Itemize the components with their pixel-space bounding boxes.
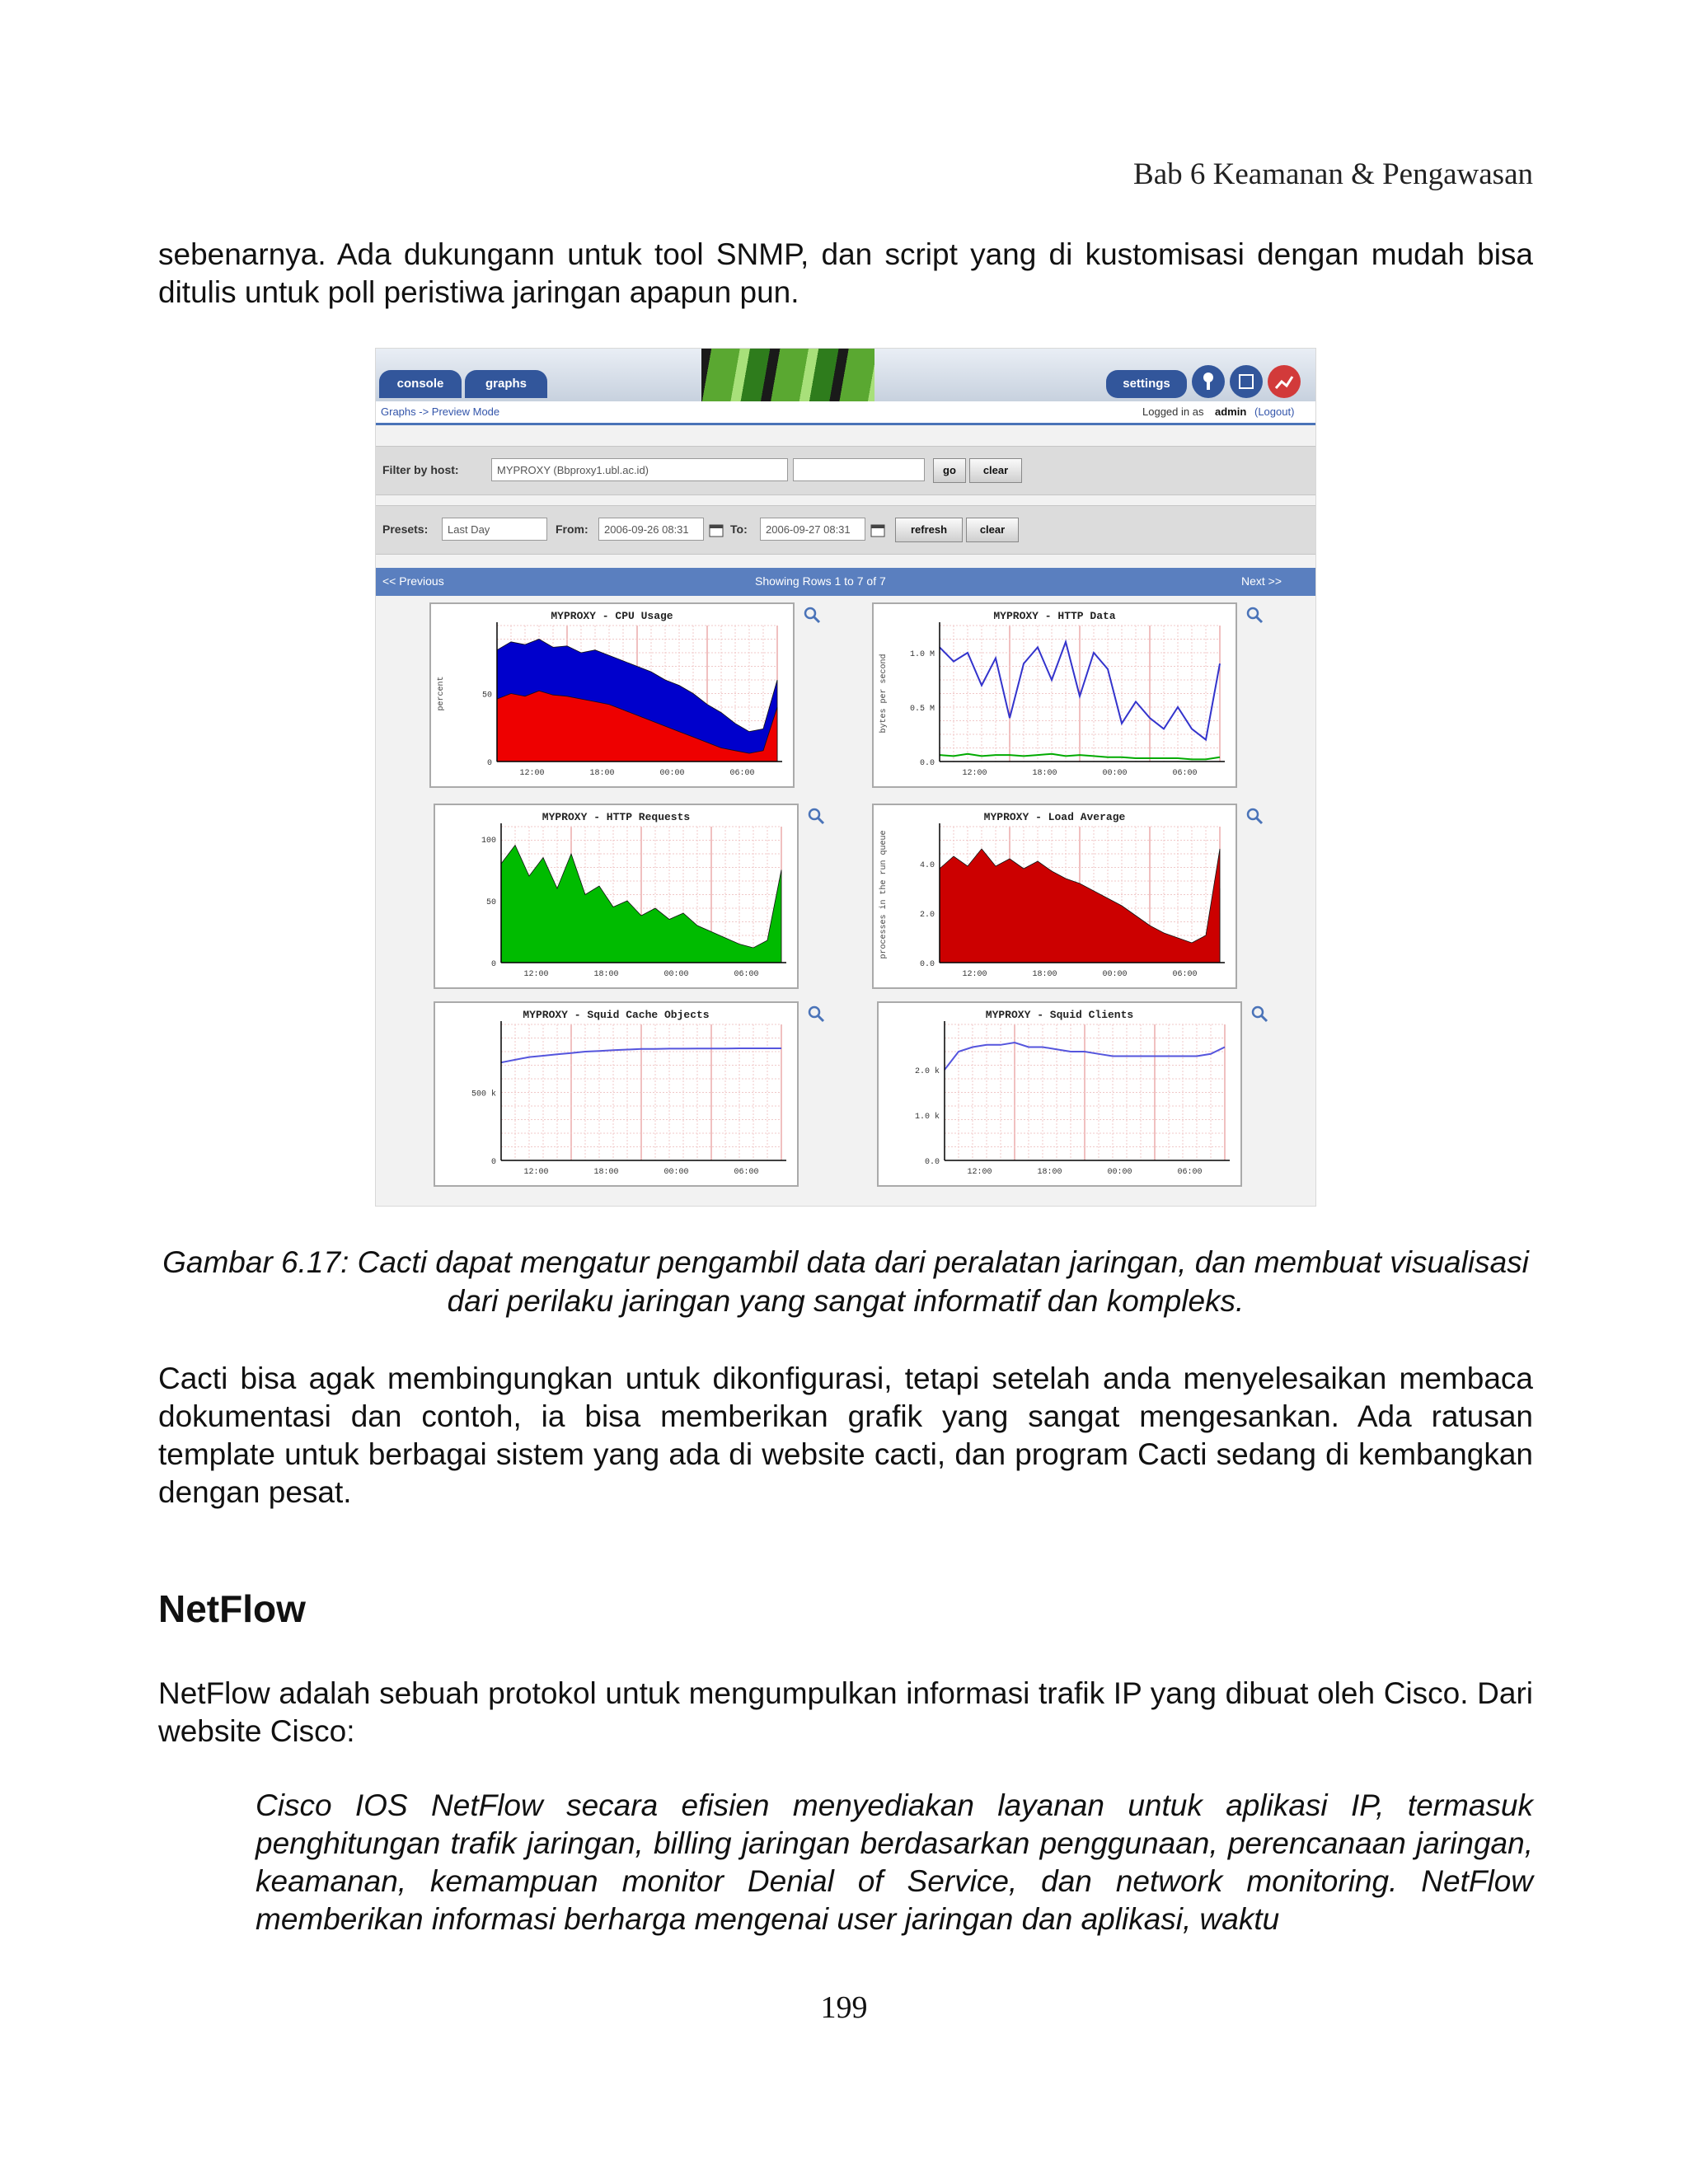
clear-host-button[interactable]: clear — [969, 458, 1022, 483]
login-user: admin — [1215, 405, 1247, 418]
y-tick-label: 0 — [486, 759, 492, 768]
graph-panel[interactable] — [434, 1001, 799, 1187]
y-tick-label: 0.0 — [924, 1158, 940, 1167]
zoom-graph-icon[interactable] — [807, 807, 825, 825]
y-tick-label: 100 — [481, 837, 496, 846]
refresh-button[interactable]: refresh — [895, 518, 963, 542]
figure-caption: Gambar 6.17: Cacti dapat mengatur pengambil data dari peralatan jaringan, dan membuat visualisasi dari perilaku jaringan yang sangat informatif dan kompleks. — [162, 1245, 1529, 1318]
graph-title: MYPROXY - HTTP Data — [993, 610, 1116, 622]
rows-showing-text: Showing Rows 1 to 7 of 7 — [755, 574, 886, 588]
host-search-input[interactable] — [793, 458, 925, 481]
graph-ylabel: bytes per second — [879, 654, 889, 733]
graph-ylabel: percent — [437, 676, 446, 711]
y-tick-label: 2.0 — [919, 911, 935, 920]
host-filter-row — [376, 446, 1315, 495]
to-date-input[interactable]: 2006-09-27 08:31 — [760, 518, 865, 541]
x-tick-label: 18:00 — [1037, 1168, 1062, 1177]
graph-panel[interactable] — [872, 602, 1237, 788]
graph-svg — [874, 805, 1236, 987]
graph-svg — [879, 1003, 1240, 1185]
graph-ylabel: processes in the run queue — [879, 830, 889, 959]
x-tick-label: 12:00 — [523, 970, 549, 979]
preview-view-icon[interactable] — [1268, 365, 1301, 398]
x-tick-label: 00:00 — [659, 769, 685, 778]
logout-link[interactable]: (Logout) — [1254, 405, 1295, 418]
x-tick-label: 00:00 — [1102, 970, 1128, 979]
zoom-graph-icon[interactable] — [803, 606, 821, 624]
x-tick-label: 12:00 — [519, 769, 545, 778]
graph-svg — [431, 604, 793, 786]
netflow-paragraph: NetFlow adalah sebuah protokol untuk mengumpulkan informasi trafik IP yang dibuat oleh Cisco. Dari website Cisco: — [158, 1676, 1533, 1748]
graph-panel[interactable] — [877, 1001, 1242, 1187]
breadcrumb-path[interactable]: Graphs -> Preview Mode — [381, 405, 500, 418]
y-tick-label: 0.5 M — [909, 705, 935, 714]
graph-svg — [435, 1003, 797, 1185]
graph-title: MYPROXY - Squid Clients — [985, 1009, 1134, 1021]
graph-svg — [435, 805, 797, 987]
y-tick-label: 0.0 — [919, 759, 935, 768]
x-tick-label: 00:00 — [1102, 769, 1128, 778]
graph-panel[interactable] — [429, 602, 795, 788]
zoom-graph-icon[interactable] — [807, 1005, 825, 1023]
y-tick-label: 500 k — [471, 1090, 496, 1099]
to-label: To: — [730, 523, 748, 536]
x-tick-label: 06:00 — [734, 1168, 759, 1177]
intro-paragraph: sebenarnya. Ada dukungann untuk tool SNMP, dan script yang di kustomisasi dengan mudah bisa ditulis untuk poll peristiwa jaringan apapun pun. — [158, 237, 1533, 309]
y-tick-label: 1.0 k — [914, 1113, 940, 1122]
from-date-input[interactable]: 2006-09-26 08:31 — [598, 518, 704, 541]
x-tick-label: 12:00 — [523, 1168, 549, 1177]
y-tick-label: 4.0 — [919, 861, 935, 870]
y-tick-label: 0 — [490, 1158, 496, 1167]
cacti-paragraph: Cacti bisa agak membingungkan untuk dikonfigurasi, tetapi setelah anda menyelesaikan membaca dokumentasi dan contoh, ia bisa memberikan grafik yang sangat mengesankan. Ada ratusan template untuk berbagai sistem yang ada di website cacti, dan program Cacti sedang di kembangkan dengan pesat. — [158, 1361, 1533, 1509]
graph-grid — [501, 1024, 781, 1160]
tree-view-icon[interactable] — [1192, 365, 1225, 398]
x-tick-label: 06:00 — [1172, 970, 1198, 979]
y-tick-label: 50 — [485, 898, 496, 907]
running-header: Bab 6 Keamanan & Pengawasan — [1133, 157, 1533, 191]
preset-select[interactable]: Last Day — [442, 518, 547, 541]
zoom-graph-icon[interactable] — [1245, 807, 1264, 825]
previous-link[interactable]: << Previous — [382, 574, 444, 588]
cacti-screenshot — [375, 348, 1316, 1207]
tab-graphs[interactable]: graphs — [465, 370, 547, 398]
y-tick-label: 0.0 — [919, 960, 935, 969]
zoom-graph-icon[interactable] — [1250, 1005, 1268, 1023]
cacti-logo-stripes — [701, 349, 874, 401]
x-tick-label: 12:00 — [962, 970, 987, 979]
x-tick-label: 06:00 — [734, 970, 759, 979]
x-tick-label: 00:00 — [1107, 1168, 1132, 1177]
clear-preset-button[interactable]: clear — [966, 518, 1019, 542]
tab-settings[interactable]: settings — [1106, 370, 1187, 398]
host-filter-label: Filter by host: — [382, 463, 459, 476]
graph-title: MYPROXY - Squid Cache Objects — [523, 1009, 710, 1021]
zoom-graph-icon[interactable] — [1245, 606, 1264, 624]
to-calendar-icon[interactable] — [870, 523, 885, 540]
graph-panel[interactable] — [872, 804, 1237, 989]
graph-title: MYPROXY - CPU Usage — [551, 610, 673, 622]
go-button[interactable]: go — [933, 458, 966, 483]
cisco-quote: Cisco IOS NetFlow secara efisien menyediakan layanan untuk aplikasi IP, termasuk penghitungan trafik jaringan, billing jaringan berdasarkan penggunaan, perencanaan jaringan, keamanan, kemampuan monitor Denial of Service, dan network monitoring. NetFlow memberikan informasi berharga mengenai user jaringan dan aplikasi, waktu — [256, 1788, 1533, 1936]
preset-filter-row — [376, 505, 1315, 555]
x-tick-label: 18:00 — [1032, 970, 1057, 979]
y-tick-label: 0 — [490, 960, 496, 969]
x-tick-label: 06:00 — [729, 769, 755, 778]
graph-panel[interactable] — [434, 804, 799, 989]
x-tick-label: 06:00 — [1172, 769, 1198, 778]
breadcrumb — [376, 401, 1315, 425]
presets-label: Presets: — [382, 523, 429, 536]
y-tick-label: 1.0 M — [909, 650, 935, 659]
x-tick-label: 18:00 — [1032, 769, 1057, 778]
pagination-bar — [376, 568, 1315, 596]
x-tick-label: 18:00 — [593, 1168, 619, 1177]
y-tick-label: 2.0 k — [914, 1067, 940, 1076]
cacti-topbar — [376, 349, 1315, 401]
graph-svg — [874, 604, 1236, 786]
x-tick-label: 12:00 — [962, 769, 987, 778]
x-tick-label: 18:00 — [593, 970, 619, 979]
y-tick-label: 50 — [481, 691, 492, 701]
x-tick-label: 18:00 — [589, 769, 615, 778]
x-tick-label: 00:00 — [663, 970, 689, 979]
graph-title: MYPROXY - HTTP Requests — [542, 811, 691, 823]
from-calendar-icon[interactable] — [709, 523, 724, 540]
from-label: From: — [556, 523, 588, 536]
x-tick-label: 00:00 — [663, 1168, 689, 1177]
next-link[interactable]: Next >> — [1241, 574, 1282, 588]
tab-console[interactable]: console — [379, 370, 462, 398]
page-number: 199 — [820, 1990, 868, 2025]
graph-title: MYPROXY - Load Average — [983, 811, 1126, 823]
list-view-icon[interactable] — [1230, 365, 1263, 398]
host-select[interactable]: MYPROXY (Bbproxy1.ubl.ac.id) — [491, 458, 788, 481]
section-heading: NetFlow — [158, 1587, 306, 1630]
x-tick-label: 06:00 — [1177, 1168, 1203, 1177]
login-prefix: Logged in as — [1142, 405, 1204, 418]
x-tick-label: 12:00 — [967, 1168, 992, 1177]
